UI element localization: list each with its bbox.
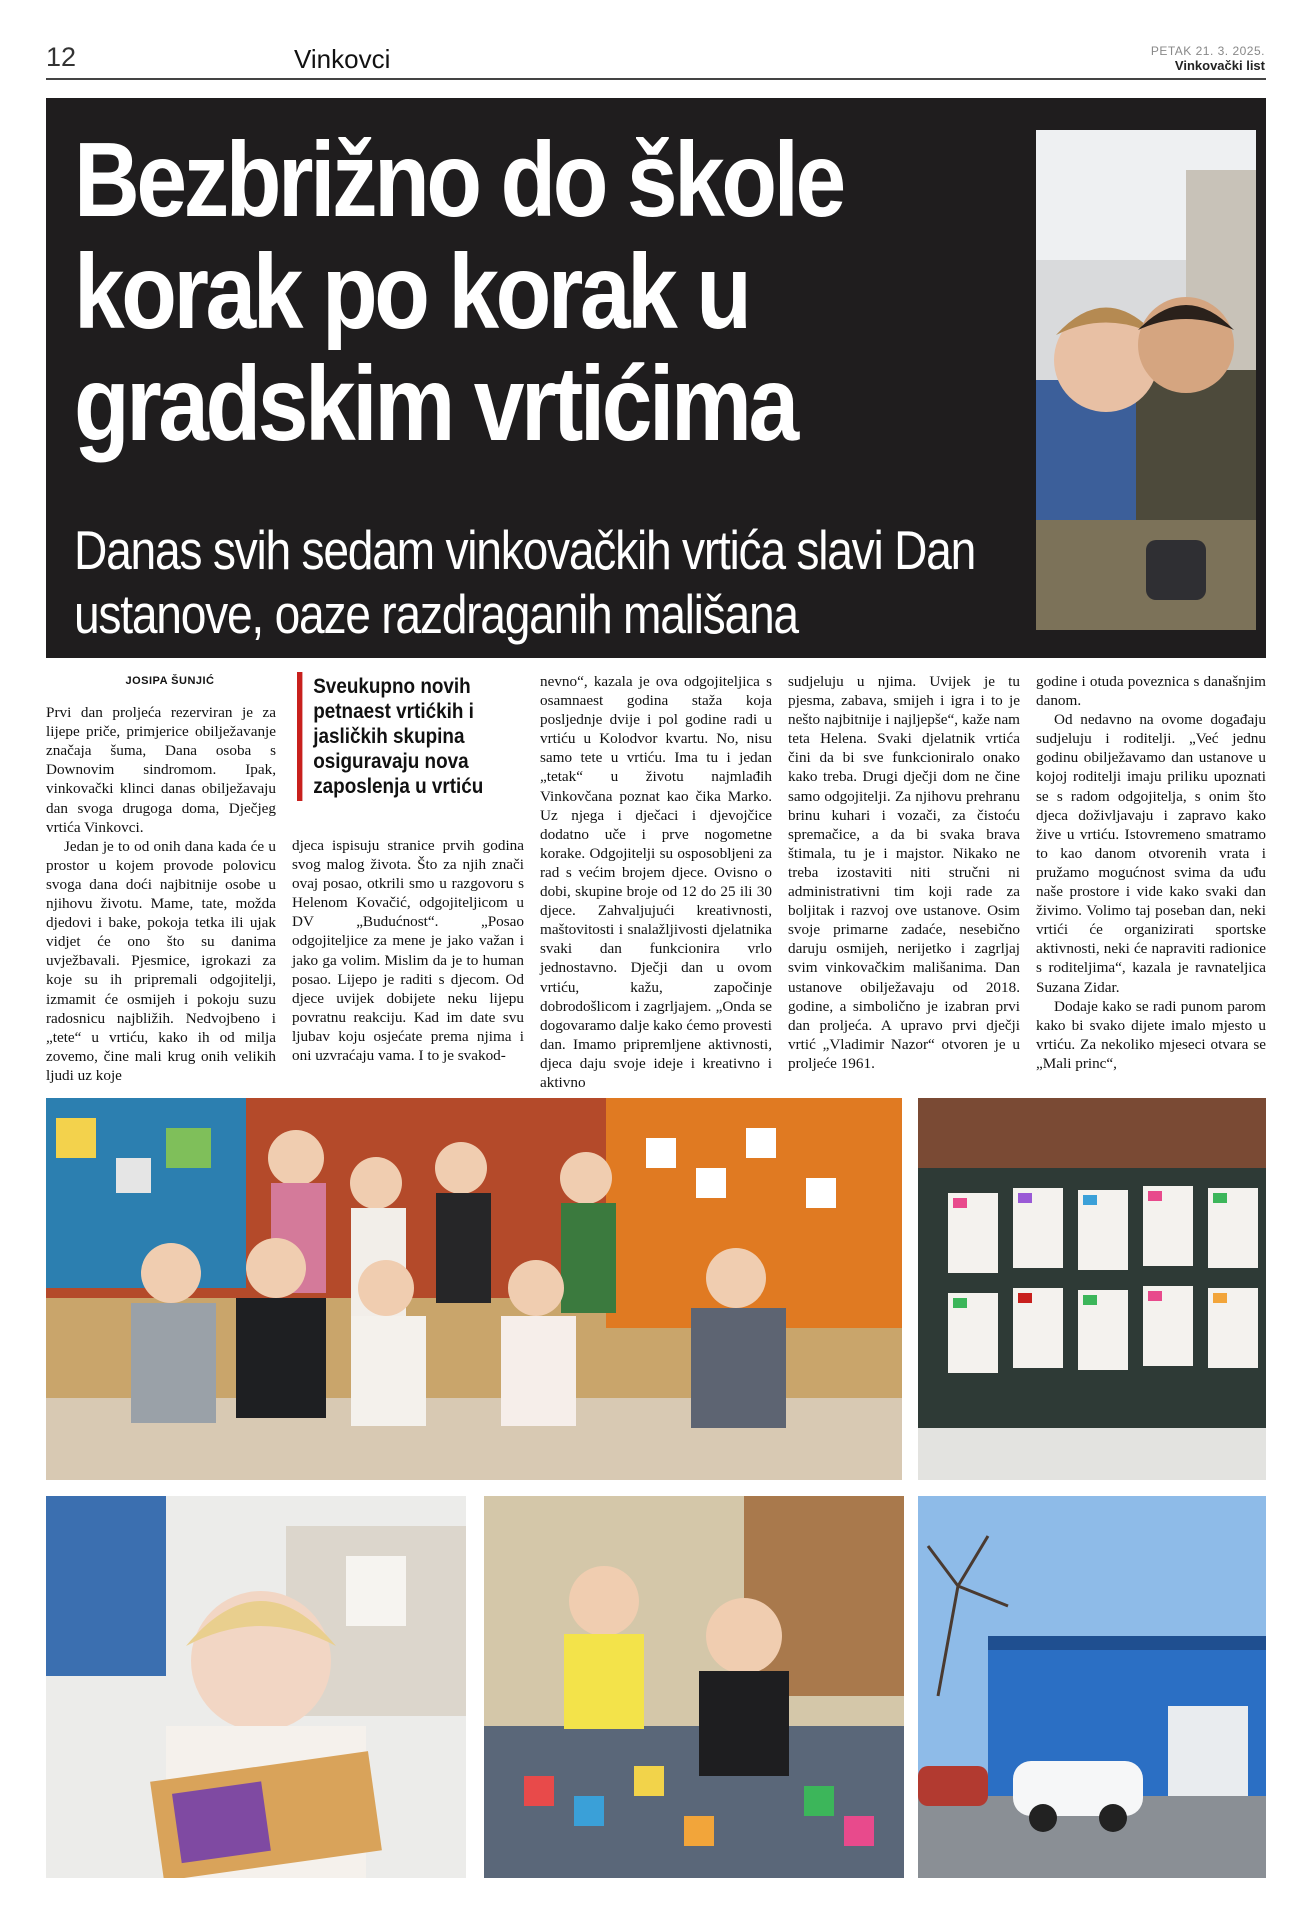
byline: JOSIPA ŠUNJIĆ bbox=[125, 675, 215, 687]
article-column-3 bbox=[540, 672, 772, 1092]
publication-name: Vinkovački list bbox=[1174, 58, 1265, 73]
photo-group-of-children-illustration bbox=[46, 1098, 902, 1480]
photo-group-of-children bbox=[46, 1098, 902, 1480]
photo-kindergarten-building bbox=[918, 1496, 1266, 1878]
paragraph: nevno“, kazala je ova odgojiteljica s osamnaest godina staža koja posljednje dvije i pol godine radi u vrtiću u Kolodvor kvartu. No, nisu samo tete u vrtiću. Ima tu i jedan „tetak“ u životu najmlađih Vinkovčana poznat kao čika Marko. Uz njega i dječaci i djevojčice dodatno uče i prve nogometne korake. Odgojitelji su osposobljeni za rad s većim brojem djece. Ovisno o dobi, skupine broje od 12 do 25 ili 30 djece. Zahvaljujući kreativnosti, maštovitosti i snalažljivosti djelatnika svaki dan funkcionira vrlo jednostavno. Dječji dan u ovom vrtiću, kažu, započinje dobrodošlicom i zagrljajem. „Onda se dogovaramo dalje kako ćemo provesti dan. Imamo pripremljene aktivnosti, djeca daju svoje ideje i kreativno i aktivno bbox=[540, 673, 772, 1091]
photo-two-boys bbox=[1036, 130, 1256, 630]
subheadline: Danas svih sedam vinkovačkih vrtića slavi Dan ustanove, oaze razdraganih mališana bbox=[74, 519, 976, 645]
photo-boys-playing-illustration bbox=[484, 1496, 904, 1878]
article-column-5 bbox=[1036, 672, 1266, 1073]
paragraph: Od nedavno na ovome događaju sudjeluju i roditelji. „Već jednu godinu obilježavamo dan ustanove u kojoj roditelji imaju priliku upoznati se s radom odgojitelja, s onim što djeca doživljavaju i zapravo kako žive u vrtiću. Istovremeno smatramo to kao danom otvorenih vrata i pružamo mogućnost svima da uđu naše prostore i vide kako svaki dan živimo. Volimo taj poseban dan, neki vrtići će organizirati sportske aktivnosti, neki će napraviti radionice s roditeljima“, kazala je ravnateljica Suzana Zidar. bbox=[1036, 711, 1266, 996]
paragraph: Dodaje kako se radi punom parom kako bi svako dijete imalo mjesto u vrtiću. Za nekoliko mjeseci otvara se „Mali princ“, bbox=[1036, 997, 1266, 1072]
article-column-1 bbox=[46, 672, 276, 1085]
paragraph: sudjeluju u njima. Uvijek je tu pjesma, zabava, smijeh i igra i to je nešto najbitnije i najljepše“, kaže nam teta Helena. Svaki djelatnik vrtića čini da bi sve funkcioniralo onako kako treba. Drugi dječji dom ne čine samo odgojitelji. Za njihovu prehranu brinu kuhari i vozači, za čistoću spremačice, a da bi svaka brava štimala, tu je i majstor. Nikako ne treba izostaviti niti stručni ni administrativni tim koji rade za boljitak i razvoj ove ustanove. Osim svoje primarne zadaće, nesebično daruju osmijeh, nerijetko i zagrljaj svim vinkovačkim mališanima. Dan ustanove obilježavaju od 2018. godine, a simbolično je izabran prvi dan proljeća. A upravo prvi dječji vrtić „Vladimir Nazor“ otvoren je u proljeće 1961. bbox=[788, 673, 1020, 1072]
photo-building-illustration bbox=[918, 1496, 1266, 1878]
article-column-4 bbox=[788, 672, 1020, 1073]
paragraph: godine i otuda poveznica s današnjim danom. bbox=[1036, 673, 1266, 710]
paragraph: djeca ispisuju stranice prvih godina svog malog života. Što za njih znači ovaj posao, otkrili smo u razgovoru s Helenom Kovačić, odgojiteljicom u DV „Budućnost“. „Posao odgojiteljice za mene je jako važan i jako ga volim. Mislim da je to human posao. Lijepo je raditi s djecom. Od djece uvijek dobijete neku lijepu povratnu reakciju. Kad im date svu ljubav koju osjećate prema njima i oni uzvraćaju vama. I to je svakod- bbox=[292, 837, 524, 1065]
header-rule bbox=[46, 78, 1266, 80]
headline: Bezbrižno do škole korak po korak u gradskim vrtićima bbox=[74, 121, 843, 463]
section-label: Vinkovci bbox=[294, 44, 391, 74]
photo-two-boys-illustration bbox=[1036, 130, 1256, 630]
photo-girl-reading-illustration bbox=[46, 1496, 466, 1878]
photo-girl-reading-book bbox=[46, 1496, 466, 1878]
photo-childrens-drawings bbox=[918, 1098, 1266, 1480]
photo-boys-playing-blocks bbox=[484, 1496, 904, 1878]
article-column-2 bbox=[292, 836, 524, 1065]
dateline bbox=[1151, 44, 1265, 73]
page-number: 12 bbox=[46, 42, 77, 72]
paragraph: Prvi dan proljeća rezerviran je za lijepe priče, primjerice obilježavanje značaja šuma, Dana osoba s Downovim sindromom. Ipak, vinkovački klinci danas obilježavaju dan svoga drugoga doma, Dječjeg vrtića Vinkovci. bbox=[46, 704, 276, 836]
paragraph: Jedan je to od onih dana kada će u prostor u kojem provode polovicu svoga dana doći najbitnije osobe u njihovu životu. Mame, tate, možda djedovi i bake, pokoja tetka ili ujak vidjet će ono što su danima uvježbavali. Pjesmice, igrokazi za koje su ih pripremali odgojitelji, izmamit će osmijeh i pokoju suzu radosnicu najbližih. Nedvojbeno i „tete“ u vrtiću, kako ih od milja zovemo, čine mali krug onih velikih ljudi uz koje bbox=[46, 837, 276, 1084]
photo-childrens-drawings-illustration bbox=[918, 1098, 1266, 1480]
issue-date: PETAK 21. 3. 2025. bbox=[1150, 44, 1265, 58]
pull-quote: Sveukupno novih petnaest vrtićkih i jasličkih skupina osiguravaju nova zaposlenja u vrtiću bbox=[297, 672, 517, 801]
